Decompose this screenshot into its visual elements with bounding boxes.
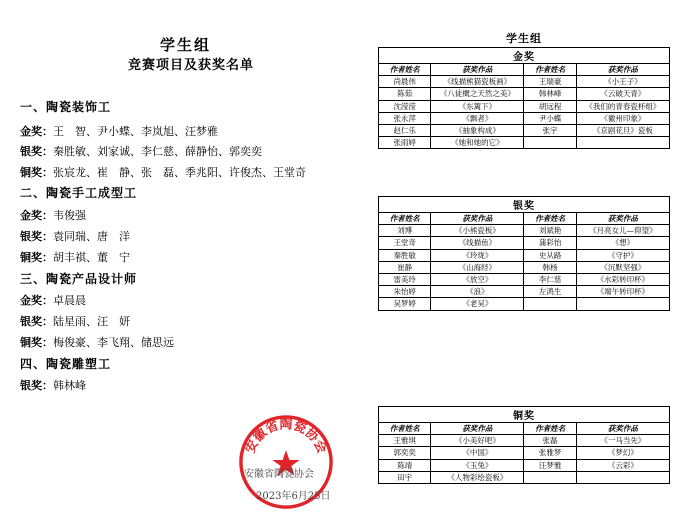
author-name-cell: 张宇 [524, 124, 576, 136]
table-row [379, 298, 670, 310]
table-row [379, 447, 670, 459]
award-work-cell: 《京剧花旦》瓷板 [576, 124, 669, 136]
seal-arc-text: 安徽省陶瓷协会 [242, 417, 330, 456]
column-header: 作者姓名 [524, 213, 576, 225]
author-name-cell: 刘斌艳 [524, 225, 576, 237]
author-name-cell: 赵仁乐 [379, 124, 431, 136]
author-name-cell: 郭奕奕 [379, 447, 431, 459]
author-name-cell: 王雅琪 [379, 435, 431, 447]
column-header: 获奖作品 [431, 423, 524, 435]
section-heading-sculpture: 四、陶瓷雕塑工 [20, 357, 112, 371]
table-header-row [379, 64, 670, 76]
table-header-row [379, 423, 670, 435]
bronze-award-table-block [378, 406, 670, 484]
award-work-cell: 《小熊瓷板》 [431, 225, 524, 237]
column-header: 作者姓名 [524, 423, 576, 435]
award-line [20, 249, 130, 265]
award-work-cell [576, 137, 669, 149]
column-header: 作者姓名 [524, 64, 576, 76]
author-name-cell [524, 137, 576, 149]
author-name-cell: 尚晨伟 [379, 76, 431, 88]
author-name-cell: 秦胜敏 [379, 249, 431, 261]
award-work-cell [576, 471, 669, 483]
author-name-cell: 张永萍 [379, 112, 431, 124]
award-work-cell: 《她和她的它》 [431, 137, 524, 149]
author-name-cell: 胡远程 [524, 100, 576, 112]
table-row [379, 237, 670, 249]
award-work-cell: 《玲珑》 [431, 249, 524, 261]
table-row [379, 137, 670, 149]
award-work-cell [576, 298, 669, 310]
award-names: 秦胜敏、刘家诚、李仁慈、薛静怡、郭奕奕 [53, 145, 262, 158]
award-work-cell: 《端午转印杯》 [576, 286, 669, 298]
award-work-cell: 《小美好吧》 [431, 435, 524, 447]
author-name-cell: 李仁慈 [524, 273, 576, 285]
award-work-cell: 《梦幻》 [576, 447, 669, 459]
table-row [379, 112, 670, 124]
award-work-cell: 《抽象构成》 [431, 124, 524, 136]
author-name-cell: 刘博 [379, 225, 431, 237]
author-name-cell: 陈靖 [379, 459, 431, 471]
award-names: 梅俊豪、李飞翔、储思远 [53, 336, 174, 349]
award-work-cell: 《人物彩绘瓷板》 [431, 471, 524, 483]
award-label: 金奖： [20, 125, 53, 138]
award-work-cell: 《一马当先》 [576, 435, 669, 447]
award-line [20, 143, 262, 159]
award-line [20, 228, 130, 244]
table-header-row [379, 213, 670, 225]
author-name-cell [524, 298, 576, 310]
award-work-cell: 《我们的青春瓷杯组》 [576, 100, 669, 112]
column-header: 获奖作品 [576, 213, 669, 225]
table-row [379, 273, 670, 285]
table-row [379, 124, 670, 136]
award-names: 袁同瑞、唐 洋 [53, 230, 130, 243]
table-row [379, 261, 670, 273]
award-work-cell: 《中国》 [431, 447, 524, 459]
award-line [20, 207, 86, 223]
column-header: 作者姓名 [379, 213, 431, 225]
award-work-cell: 《水彩转印杯》 [576, 273, 669, 285]
column-header: 获奖作品 [576, 423, 669, 435]
award-label: 金奖： [20, 294, 53, 307]
column-header: 获奖作品 [431, 64, 524, 76]
section-heading-forming: 二、陶瓷手工成型工 [20, 186, 138, 200]
gold-award-table-block [378, 30, 670, 149]
author-name-cell: 王瑞豪 [524, 76, 576, 88]
author-name-cell: 崔静 [379, 261, 431, 273]
award-work-cell: 《老吴》 [431, 298, 524, 310]
award-label: 银奖： [20, 230, 53, 243]
table-row [379, 225, 670, 237]
award-line [20, 334, 174, 350]
column-header: 作者姓名 [379, 423, 431, 435]
table-row [379, 459, 670, 471]
gold-award-table [378, 47, 670, 149]
column-header: 获奖作品 [576, 64, 669, 76]
author-name-cell: 吴梦婷 [379, 298, 431, 310]
award-work-cell: 《云破天青》 [576, 88, 669, 100]
award-names: 韩林峰 [53, 379, 86, 392]
author-name-cell: 张雨婷 [379, 137, 431, 149]
column-header: 获奖作品 [431, 213, 524, 225]
award-work-cell: 《线描熊猫瓷板画》 [431, 76, 524, 88]
section-heading-decoration: 一、陶瓷装饰工 [20, 100, 112, 114]
author-name-cell: 陈茹 [379, 88, 431, 100]
table-row [379, 471, 670, 483]
silver-award-table [378, 196, 670, 311]
award-work-cell: 《徽州印象》 [576, 112, 669, 124]
section-heading-design: 三、陶瓷产品设计师 [20, 272, 138, 286]
award-names: 王 智、尹小蝶、李岚旭、汪梦雅 [53, 125, 218, 138]
award-work-cell: 《八徒概之天然之美》 [431, 88, 524, 100]
award-work-cell: 《玉兔》 [431, 459, 524, 471]
page-title: 学生组 [160, 36, 212, 54]
award-work-cell: 《东篱下》 [431, 100, 524, 112]
author-name-cell: 左鸿生 [524, 286, 576, 298]
table-band-title: 铜奖 [379, 407, 670, 423]
author-name-cell: 蒲彩怡 [524, 237, 576, 249]
author-name-cell: 朱怡婷 [379, 286, 431, 298]
award-line [20, 313, 130, 329]
table-row [379, 249, 670, 261]
page-subtitle: 竞赛项目及获奖名单 [128, 58, 255, 73]
table-row [379, 435, 670, 447]
award-names: 卓晨晨 [53, 294, 86, 307]
award-names: 韦俊强 [53, 209, 86, 222]
award-work-cell: 《想》 [576, 237, 669, 249]
author-name-cell: 韩杨 [524, 261, 576, 273]
award-work-cell: 《浪》 [431, 286, 524, 298]
table-caption: 学生组 [506, 32, 542, 45]
award-names: 胡丰祺、董 宁 [53, 251, 130, 264]
author-name-cell: 韩林峰 [524, 88, 576, 100]
award-work-cell: 《飘者》 [431, 112, 524, 124]
column-header: 作者姓名 [379, 64, 431, 76]
author-name-cell: 尹小蝶 [524, 112, 576, 124]
table-row [379, 76, 670, 88]
award-work-cell: 《小王子》 [576, 76, 669, 88]
award-label: 铜奖： [20, 251, 53, 264]
table-band-title: 银奖 [379, 197, 670, 213]
award-work-cell: 《放空》 [431, 273, 524, 285]
award-work-cell: 《山海经》 [431, 261, 524, 273]
author-name-cell: 雷美玲 [379, 273, 431, 285]
author-name-cell: 王堂奇 [379, 237, 431, 249]
award-work-cell: 《守护》 [576, 249, 669, 261]
award-line [20, 164, 306, 180]
award-line [20, 377, 86, 393]
award-label: 银奖： [20, 315, 53, 328]
table-row [379, 286, 670, 298]
author-name-cell: 田宇 [379, 471, 431, 483]
award-names: 张宸龙、崔 静、张 磊、季兆阳、许俊杰、王堂奇 [53, 166, 306, 179]
award-names: 陆星雨、汪 妍 [53, 315, 130, 328]
seal-date: 2023年6月25日 [256, 491, 331, 502]
table-row [379, 100, 670, 112]
award-line [20, 292, 86, 308]
award-line [20, 123, 218, 139]
table-band-title: 金奖 [379, 48, 670, 64]
author-name-cell [524, 471, 576, 483]
author-name-cell: 沈滢滢 [379, 100, 431, 112]
award-work-cell: 《沉默坚强》 [576, 261, 669, 273]
seal-issuer-text: 安徽省陶瓷协会 [244, 469, 314, 480]
table-row [379, 88, 670, 100]
author-name-cell: 汪梦雅 [524, 459, 576, 471]
award-label: 铜奖： [20, 166, 53, 179]
award-label: 银奖： [20, 379, 53, 392]
award-work-cell: 《月亮女儿—仰望》 [576, 225, 669, 237]
bronze-award-table [378, 406, 670, 484]
award-work-cell: 《云彩》 [576, 459, 669, 471]
award-label: 金奖： [20, 209, 53, 222]
author-name-cell: 张磊 [524, 435, 576, 447]
award-label: 铜奖： [20, 336, 53, 349]
author-name-cell: 张雅梦 [524, 447, 576, 459]
silver-award-table-block [378, 196, 670, 311]
award-work-cell: 《线描鱼》 [431, 237, 524, 249]
award-label: 银奖： [20, 145, 53, 158]
author-name-cell: 史从路 [524, 249, 576, 261]
